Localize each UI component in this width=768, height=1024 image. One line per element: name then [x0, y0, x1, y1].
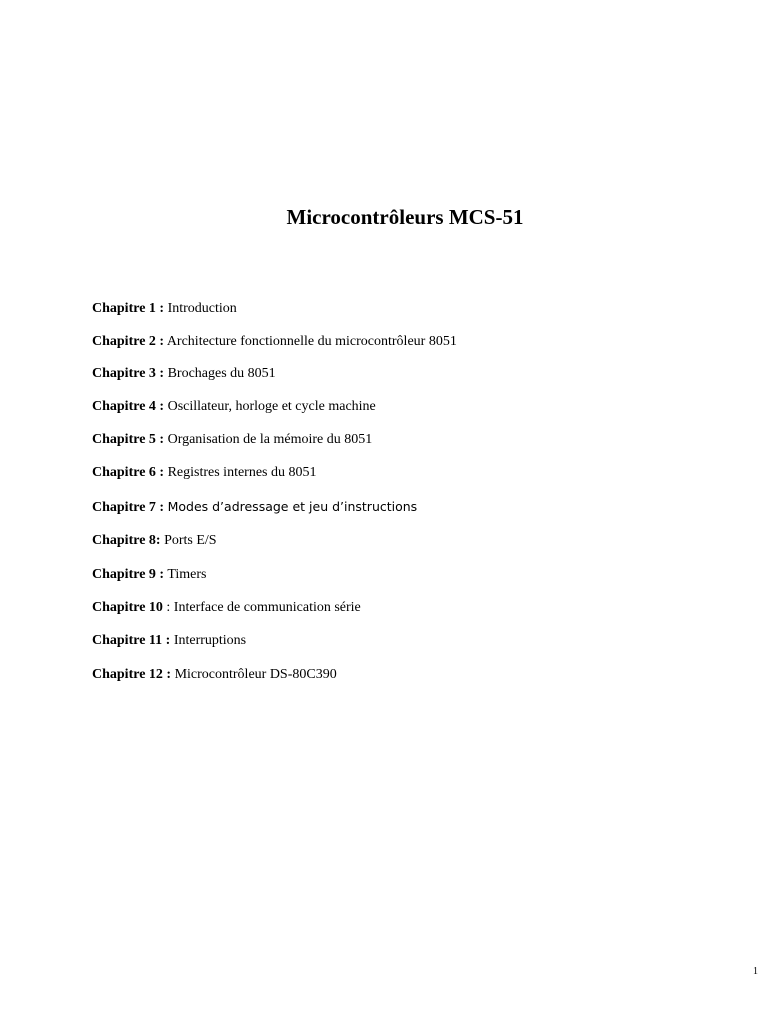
chapter-title: Timers: [167, 567, 207, 582]
toc-item-chapter-8: [92, 532, 217, 550]
toc-item-chapter-7: [92, 498, 417, 517]
toc-item-chapter-5: [92, 431, 372, 449]
chapter-number: Chapitre 8:: [92, 533, 161, 548]
document-title: Microcontrôleurs MCS-51: [286, 205, 524, 229]
toc-item-chapter-6: [92, 464, 317, 482]
chapter-number: Chapitre 9 :: [92, 567, 165, 582]
toc-item-chapter-12: [92, 666, 337, 684]
chapter-title: Organisation de la mémoire du 8051: [167, 432, 373, 447]
chapter-number: Chapitre 7 :: [92, 500, 165, 515]
chapter-title: Introduction: [167, 301, 237, 316]
toc-item-chapter-1: [92, 300, 237, 318]
toc-item-chapter-4: [92, 398, 376, 416]
chapter-title: Brochages du 8051: [167, 366, 276, 381]
toc-item-chapter-9: [92, 566, 207, 584]
toc-item-chapter-10: [92, 599, 361, 617]
chapter-number: Chapitre 1 :: [92, 301, 165, 316]
page-number: 1: [753, 966, 758, 977]
chapter-number: Chapitre 3 :: [92, 366, 165, 381]
chapter-title: Microcontrôleur DS-80C390: [174, 667, 337, 682]
chapter-number: Chapitre 2 :: [92, 334, 165, 349]
chapter-number: Chapitre 4 :: [92, 399, 165, 414]
chapter-title: Modes d’adressage et jeu d’instructions: [167, 499, 418, 514]
chapter-number: Chapitre 6 :: [92, 465, 165, 480]
chapter-number: Chapitre 5 :: [92, 432, 165, 447]
chapter-number: Chapitre 10: [92, 600, 163, 615]
chapter-title: : Interface de communication série: [166, 600, 361, 615]
chapter-title: Registres internes du 8051: [167, 465, 317, 480]
toc-item-chapter-3: [92, 365, 276, 383]
toc-item-chapter-2: [92, 333, 457, 351]
chapter-title: Ports E/S: [164, 533, 217, 548]
chapter-title: Oscillateur, horloge et cycle machine: [167, 399, 376, 414]
chapter-title: Architecture fonctionnelle du microcontrôleur 8051: [166, 334, 457, 349]
chapter-number: Chapitre 11 :: [92, 633, 171, 648]
toc-item-chapter-11: [92, 632, 246, 650]
chapter-title: Interruptions: [173, 633, 247, 648]
chapter-number: Chapitre 12 :: [92, 667, 172, 682]
